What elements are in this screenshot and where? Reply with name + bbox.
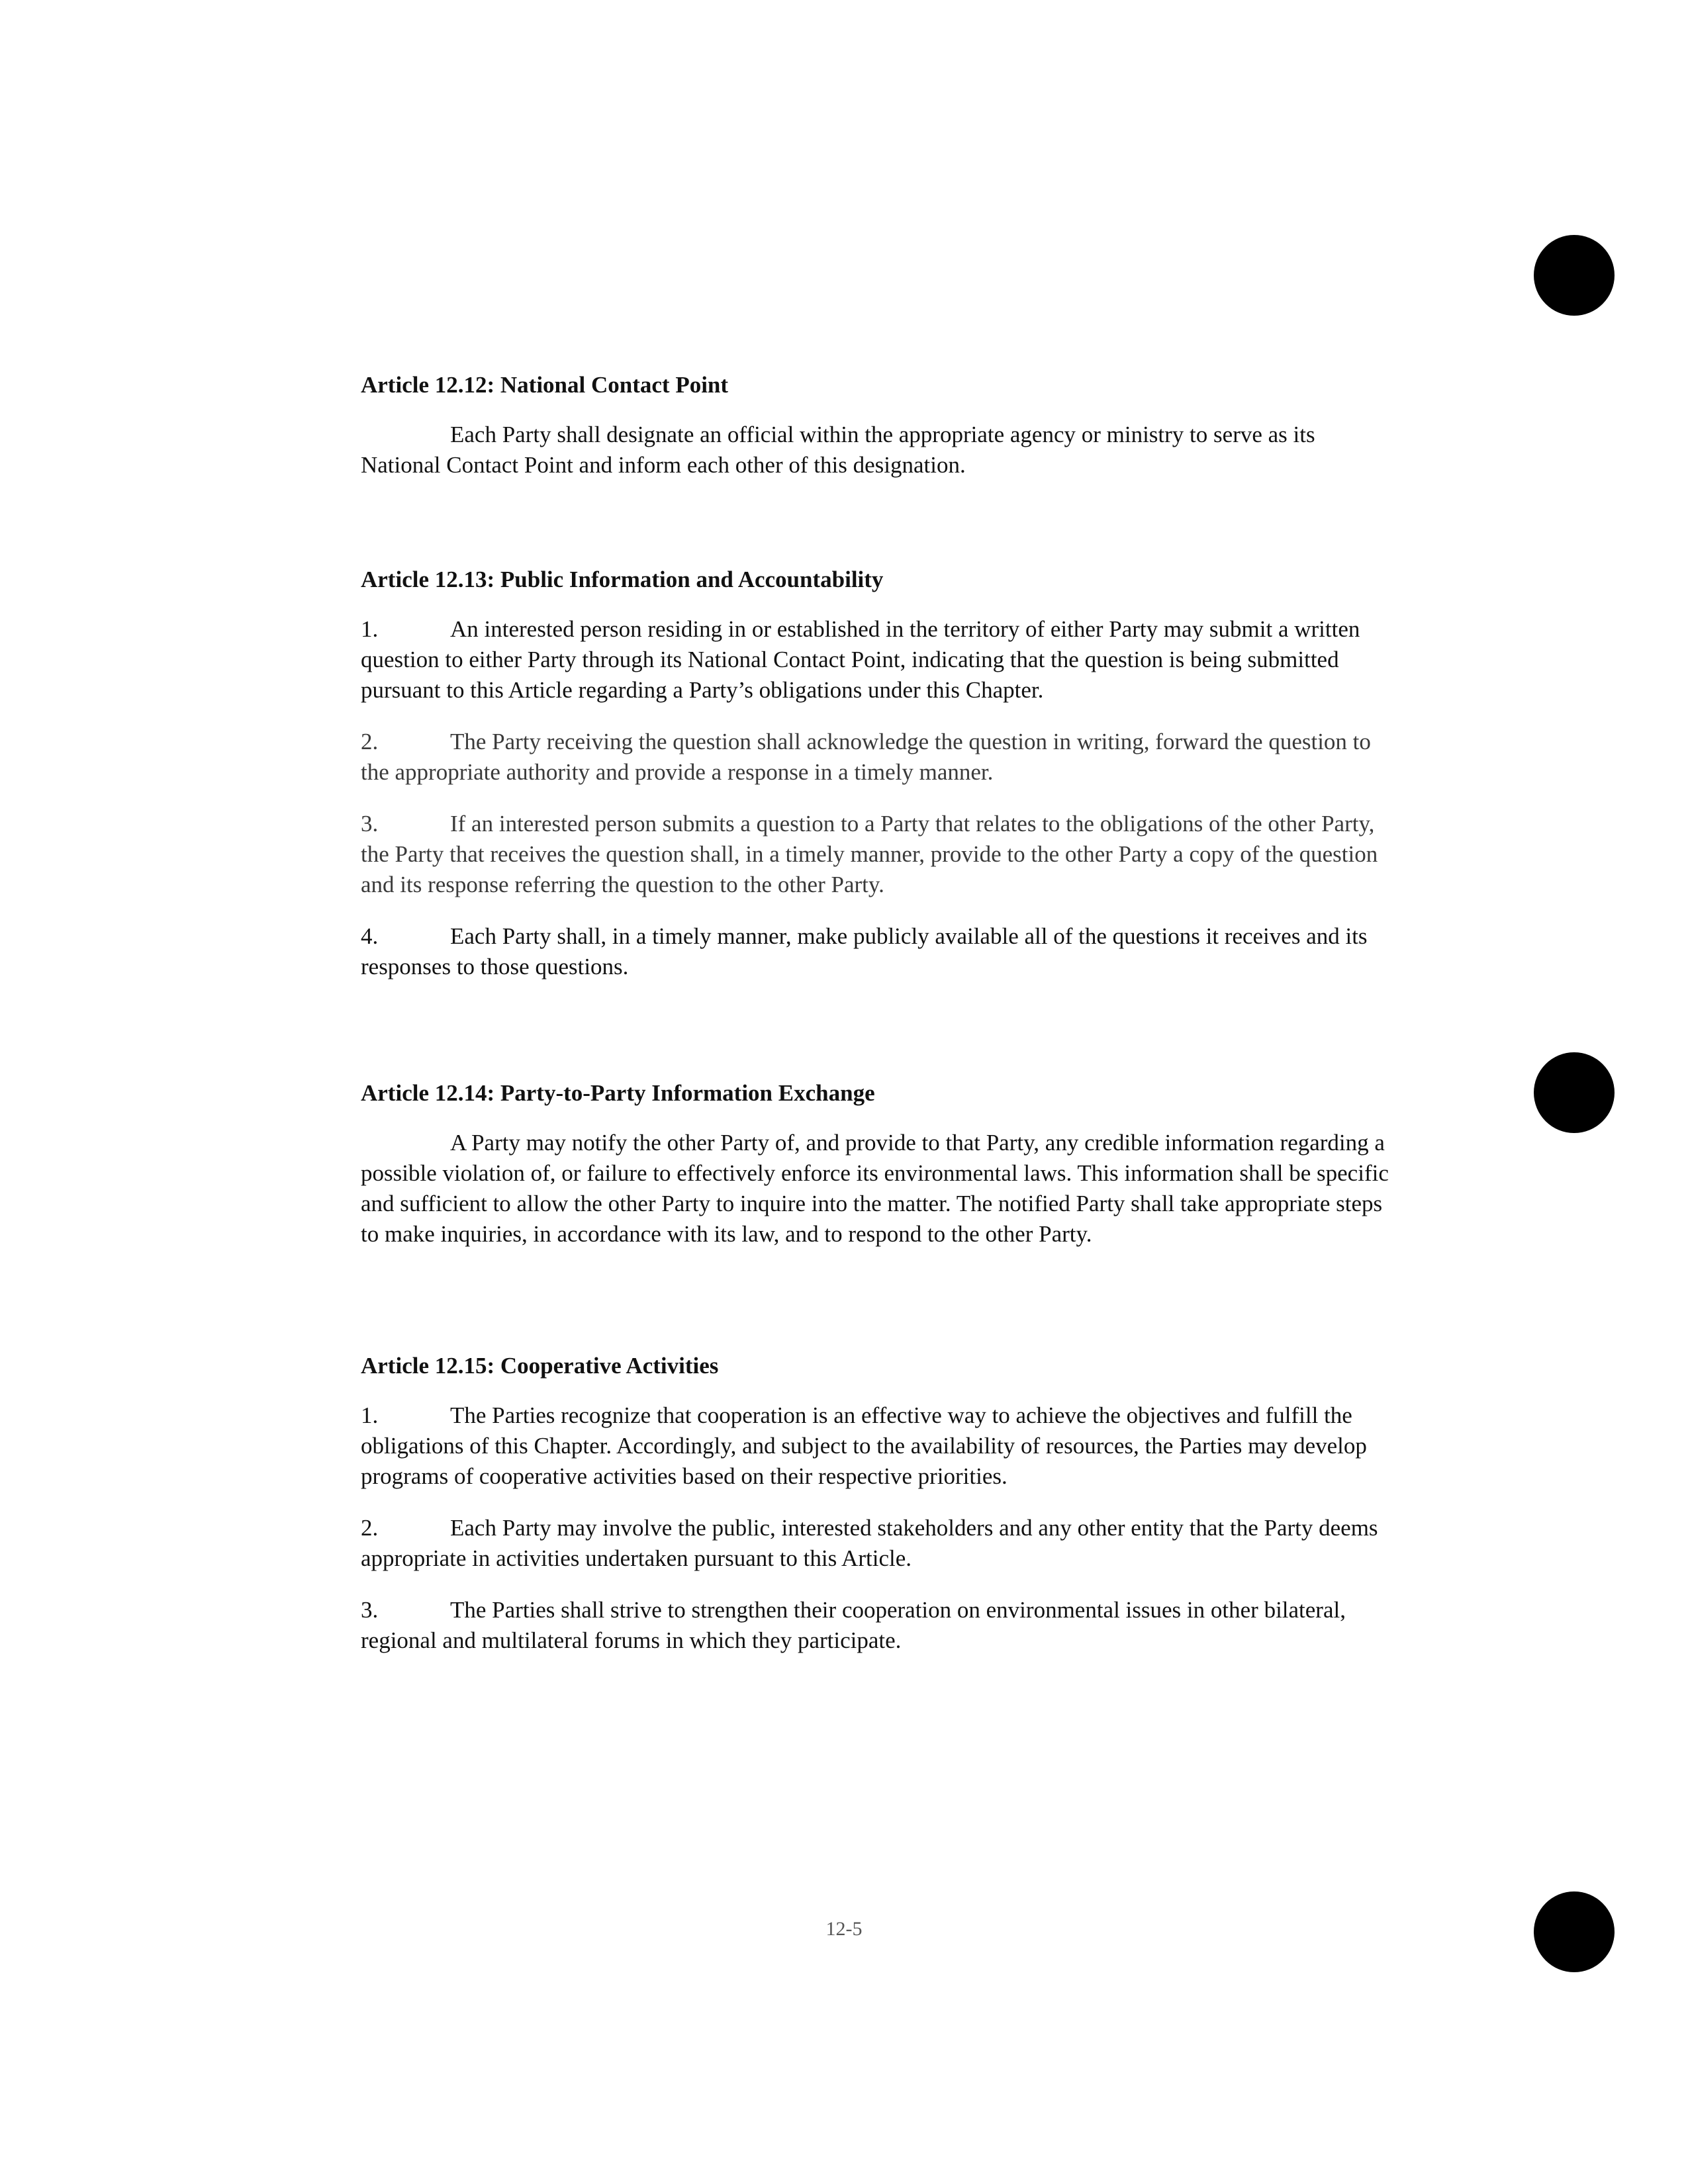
paragraph-text: An interested person residing in or established in the territory of either Party may submit a written question to either Party through its National Contact Point, indicating that the question is being submitted pursuant to this Article regarding a Party’s obligations under this Chapter. bbox=[361, 616, 1360, 703]
paragraph-text: Each Party may involve the public, interested stakeholders and any other entity that the Party deems appropriate in activities undertaken pursuant to this Article. bbox=[361, 1515, 1378, 1571]
article-heading: Article 12.13: Public Information and Accountability bbox=[361, 567, 884, 592]
numbered-paragraph bbox=[361, 809, 1393, 900]
paragraph-number: 1. bbox=[361, 1402, 379, 1428]
section-spacer bbox=[361, 1003, 1393, 1079]
document-body bbox=[361, 371, 1393, 1677]
numbered-paragraph bbox=[361, 1595, 1393, 1656]
article-heading: Article 12.12: National Contact Point bbox=[361, 372, 729, 398]
paragraph-text: If an interested person submits a question to a Party that relates to the obligations of the other Party, the Party that receives the question shall, in a timely manner, provide to the other Party a copy of the question and its response referring the question to the other Party. bbox=[361, 811, 1378, 897]
article-12-15 bbox=[361, 1351, 1393, 1656]
paragraph-number: 3. bbox=[361, 1597, 379, 1623]
numbered-paragraph bbox=[361, 921, 1393, 982]
article-12-12 bbox=[361, 371, 1393, 480]
paragraph-number: 2. bbox=[361, 1515, 379, 1541]
paragraph-number: 2. bbox=[361, 729, 379, 754]
numbered-paragraph bbox=[361, 1513, 1393, 1574]
article-heading: Article 12.15: Cooperative Activities bbox=[361, 1353, 719, 1379]
paragraph-text: The Party receiving the question shall acknowledge the question in writing, forward the question to the appropriate authority and provide a response in a timely manner. bbox=[361, 729, 1371, 785]
paragraph-number: 4. bbox=[361, 923, 379, 949]
paragraph-text: The Parties recognize that cooperation is an effective way to achieve the objectives and fulfill the obligations of this Chapter. Accordingly, and subject to the availability of resources, the Parties may develop programs of cooperative activities based on their respective priorities. bbox=[361, 1402, 1367, 1489]
numbered-paragraph bbox=[361, 614, 1393, 705]
numbered-paragraph bbox=[361, 727, 1393, 788]
numbered-paragraph bbox=[361, 1400, 1393, 1492]
paragraph-text: Each Party shall, in a timely manner, make publicly available all of the questions it receives and its responses to those questions. bbox=[361, 923, 1368, 979]
section-spacer bbox=[361, 1271, 1393, 1351]
article-12-14 bbox=[361, 1079, 1393, 1250]
page-number: 12-5 bbox=[825, 1918, 863, 1940]
article-12-13 bbox=[361, 565, 1393, 982]
section-spacer bbox=[361, 502, 1393, 565]
paragraph-number: 3. bbox=[361, 811, 379, 837]
punch-hole-top bbox=[1534, 235, 1615, 316]
paragraph-number: 1. bbox=[361, 616, 379, 642]
punch-hole-middle bbox=[1534, 1052, 1615, 1133]
article-paragraph: A Party may notify the other Party of, and provide to that Party, any credible information regarding a possible violation of, or failure to effectively enforce its environmental laws. This information shall be specific and sufficient to allow the other Party to inquire into the matter. The notified Party shall take appropriate steps to make inquiries, in accordance with its law, and to respond to the other Party. bbox=[361, 1130, 1389, 1247]
article-paragraph: Each Party shall designate an official within the appropriate agency or ministry to serve as its National Contact Point and inform each other of this designation. bbox=[361, 422, 1315, 478]
paragraph-text: The Parties shall strive to strengthen their cooperation on environmental issues in other bilateral, regional and multilateral forums in which they participate. bbox=[361, 1597, 1346, 1653]
article-heading: Article 12.14: Party-to-Party Information Exchange bbox=[361, 1080, 875, 1106]
